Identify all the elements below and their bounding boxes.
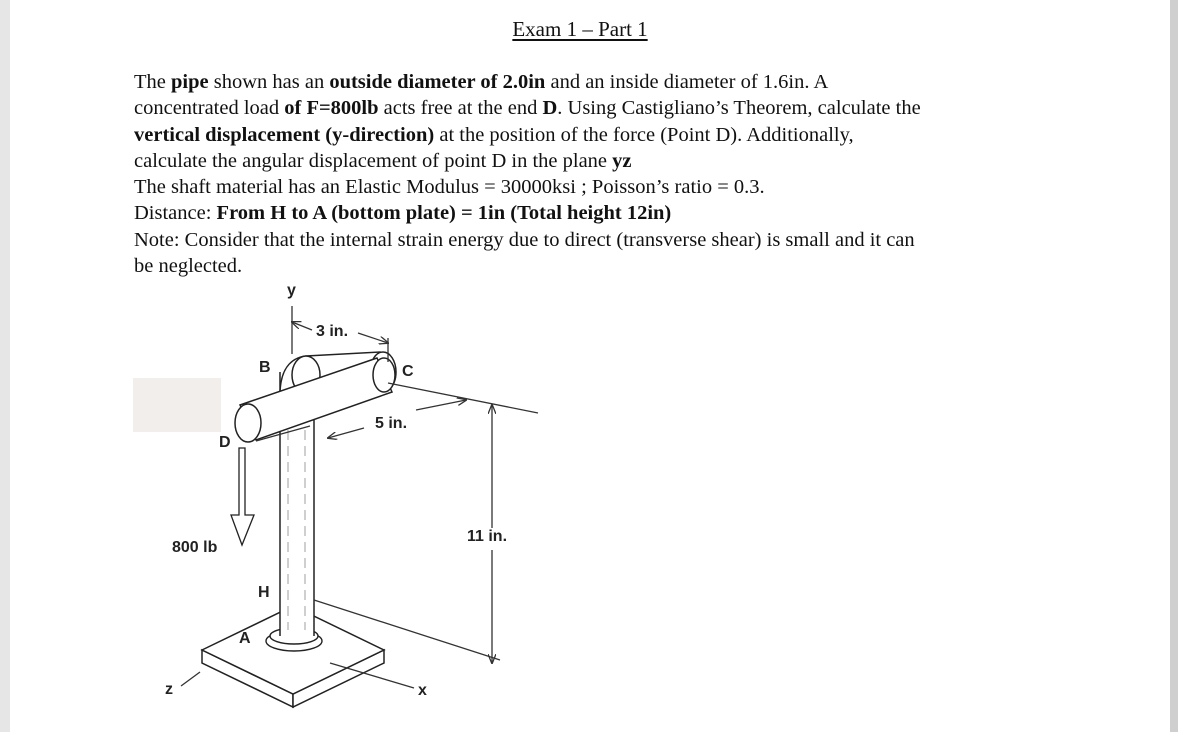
dimension-5in: 5 in. — [375, 415, 408, 432]
problem-line-8: be neglected. — [134, 255, 243, 278]
text-run: Distance: — [134, 202, 217, 225]
exam-title: Exam 1 – Part 1 — [512, 17, 648, 41]
text-run: at the position of the force (Point D). Additionally, — [434, 123, 854, 146]
load-label: 800 lb — [172, 539, 218, 556]
text-run-bold: vertical displacement (y-direction) — [134, 123, 435, 146]
text-run-bold: outside diameter of 2.0in — [329, 71, 546, 93]
point-label-b: B — [259, 359, 271, 376]
text-run: concentrated load — [134, 97, 285, 120]
point-label-h: H — [258, 584, 270, 601]
axis-label-x: x — [418, 682, 427, 699]
axis-label-y: y — [287, 282, 296, 299]
point-label-c: C — [402, 363, 414, 380]
text-run-bold: From H to A (bottom plate) = 1in (Total height 12in) — [216, 202, 672, 225]
dimension-3in: 3 in. — [316, 323, 349, 340]
text-run: acts free at the end — [378, 97, 543, 120]
text-run: calculate the angular displacement of point D in the plane — [134, 149, 613, 172]
text-run: . Using Castigliano’s Theorem, calculate the — [557, 97, 921, 120]
text-run: shown has an — [208, 71, 330, 93]
problem-line-7: Note: Consider that the internal strain energy due to direct (transverse shear) is small and it can — [134, 228, 915, 251]
text-run-bold: pipe — [171, 71, 209, 93]
dimension-11in: 11 in. — [467, 528, 508, 545]
text-run-bold: yz — [612, 149, 632, 172]
point-label-a: A — [239, 630, 251, 647]
text-run-bold: of F=800lb — [284, 97, 379, 120]
text-run: The — [134, 71, 171, 93]
point-label-d: D — [219, 434, 231, 451]
problem-line-5: The shaft material has an Elastic Modulus = 30000ksi ; Poisson’s ratio = 0.3. — [134, 176, 765, 199]
redaction-box — [133, 378, 221, 432]
text-run-bold: D — [542, 97, 558, 120]
axis-label-z: z — [165, 681, 173, 698]
text-run: and an inside diameter of 1.6in. A — [545, 71, 829, 93]
load-arrow-icon — [231, 448, 254, 545]
